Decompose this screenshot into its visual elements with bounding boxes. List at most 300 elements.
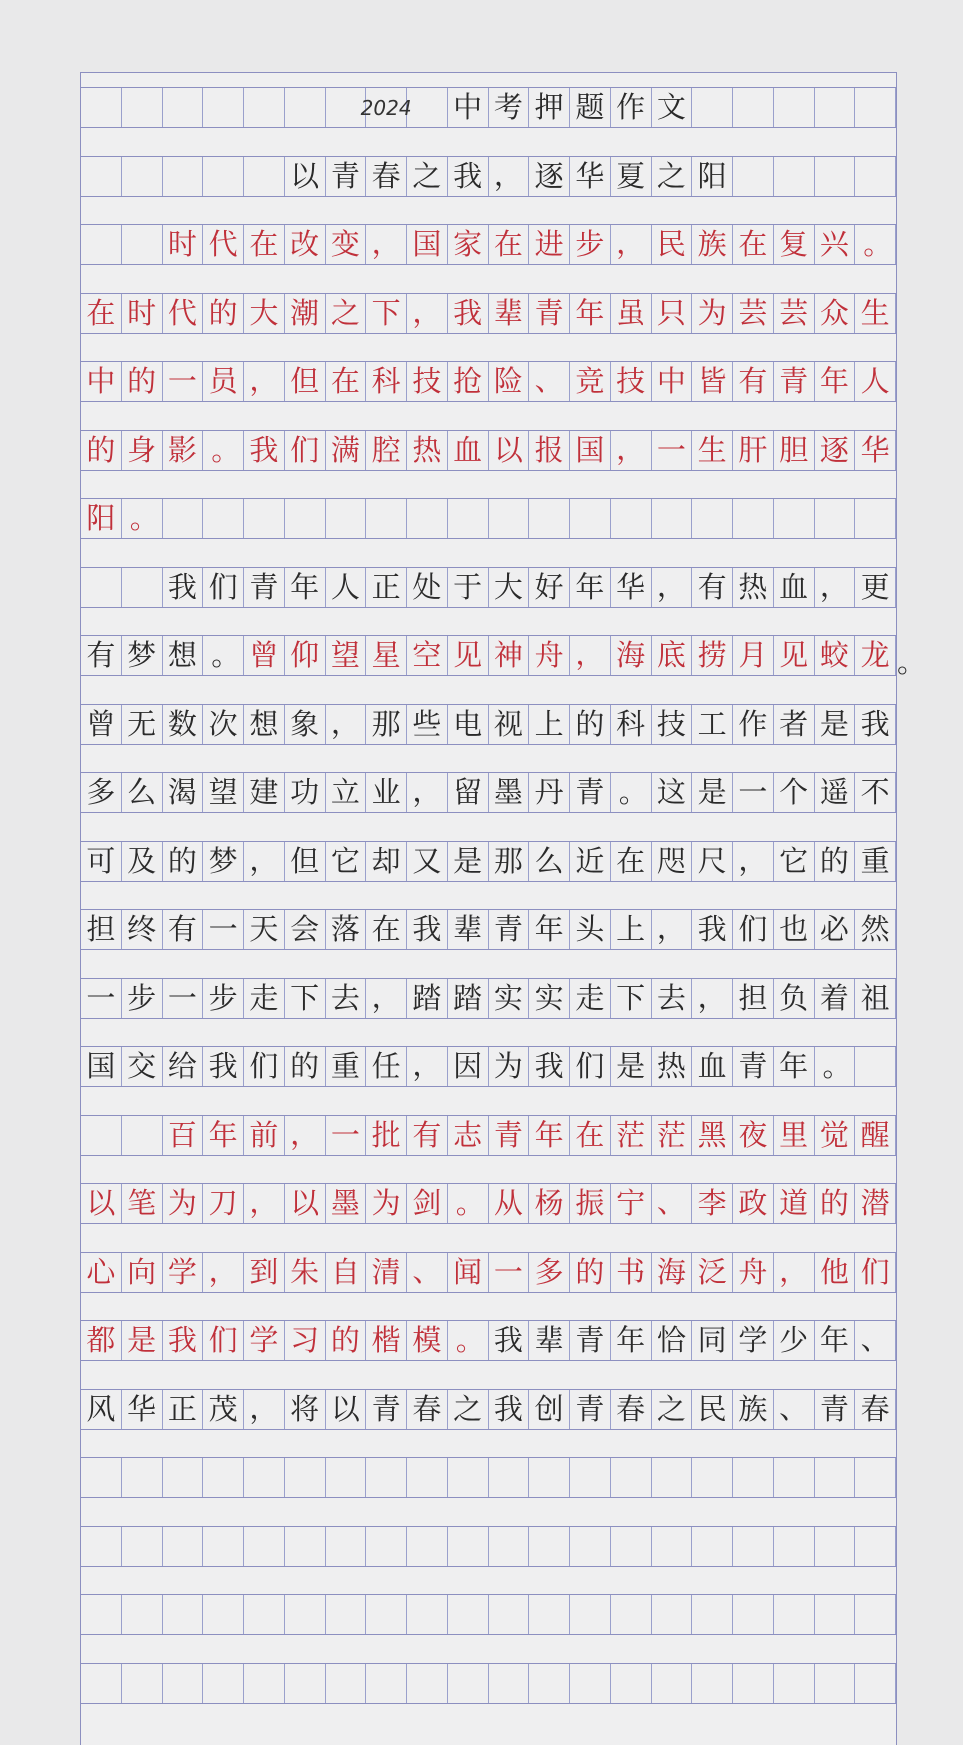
grid-cell: 自 — [326, 1253, 367, 1292]
grid-cell: 作 — [733, 705, 774, 744]
grid-cell: 那 — [489, 842, 530, 881]
grid-cell — [774, 157, 815, 196]
grid-cell: ， — [203, 1253, 244, 1292]
grid-cell — [285, 1458, 326, 1497]
grid-cell: 数 — [163, 705, 204, 744]
grid-cell: 中 — [652, 362, 693, 401]
grid-row — [81, 635, 896, 676]
grid-cell: 刀 — [203, 1184, 244, 1223]
grid-cell: 必 — [815, 910, 856, 949]
grid-cell: 望 — [326, 636, 367, 675]
grid-cell: 创 — [529, 1390, 570, 1429]
grid-cell — [855, 1664, 896, 1703]
grid-cell: 年 — [285, 568, 326, 607]
grid-cell — [489, 1527, 530, 1566]
grid-cell: 青 — [570, 773, 611, 812]
grid-cell: 技 — [407, 362, 448, 401]
grid-cell: 是 — [815, 705, 856, 744]
grid-cell — [81, 568, 122, 607]
grid-cell: 我 — [244, 431, 285, 470]
grid-cell — [774, 499, 815, 538]
grid-cell: 报 — [529, 431, 570, 470]
grid-cell: 风 — [81, 1390, 122, 1429]
grid-cell — [692, 1527, 733, 1566]
grid-cell — [611, 1595, 652, 1634]
grid-cell: 月 — [733, 636, 774, 675]
grid-cell — [285, 88, 326, 127]
grid-cell: 兴 — [815, 225, 856, 264]
grid-cell: 青 — [570, 1321, 611, 1360]
grid-cell — [529, 1458, 570, 1497]
grid-cell: 。 — [448, 1321, 489, 1360]
grid-cell — [285, 1595, 326, 1634]
grid-row — [81, 978, 896, 1019]
grid-cell: ， — [326, 705, 367, 744]
grid-cell: 华 — [855, 431, 896, 470]
grid-cell: 步 — [122, 979, 163, 1018]
grid-cell: 振 — [570, 1184, 611, 1223]
grid-cell — [489, 1458, 530, 1497]
grid-cell: ， — [489, 157, 530, 196]
grid-cell: 些 — [407, 705, 448, 744]
grid-cell: 无 — [122, 705, 163, 744]
grid-cell: 下 — [611, 979, 652, 1018]
grid-cell — [326, 499, 367, 538]
grid-cell — [163, 1458, 204, 1497]
grid-cell: 我 — [489, 1390, 530, 1429]
grid-cell — [692, 1595, 733, 1634]
grid-cell: 人 — [326, 568, 367, 607]
grid-cell: 年 — [611, 1321, 652, 1360]
grid-row — [81, 293, 896, 334]
grid-cell: ， — [570, 636, 611, 675]
grid-cell: 逐 — [815, 431, 856, 470]
grid-cell — [529, 1527, 570, 1566]
grid-cell: 李 — [692, 1184, 733, 1223]
grid-cell: 实 — [489, 979, 530, 1018]
grid-cell: 之 — [652, 157, 693, 196]
grid-cell: 工 — [692, 705, 733, 744]
grid-cell: 的 — [122, 362, 163, 401]
grid-cell: 象 — [285, 705, 326, 744]
grid-cell — [407, 88, 448, 127]
grid-cell: 学 — [733, 1321, 774, 1360]
grid-cell: 想 — [163, 636, 204, 675]
grid-cell: 立 — [326, 773, 367, 812]
grid-cell: 为 — [692, 294, 733, 333]
grid-cell: 年 — [529, 910, 570, 949]
grid-cell: 又 — [407, 842, 448, 881]
grid-row — [81, 87, 896, 128]
grid-cell: ， — [611, 431, 652, 470]
grid-cell: 都 — [81, 1321, 122, 1360]
grid-cell: 这 — [652, 773, 693, 812]
grid-cell — [611, 1458, 652, 1497]
grid-cell: 影 — [163, 431, 204, 470]
grid-row — [81, 1183, 896, 1224]
grid-cell: 年 — [774, 1047, 815, 1086]
grid-cell: 习 — [285, 1321, 326, 1360]
grid-cell: 天 — [244, 910, 285, 949]
grid-cell: 年 — [815, 1321, 856, 1360]
grid-cell: 有 — [733, 362, 774, 401]
grid-cell — [203, 157, 244, 196]
grid-cell: 辈 — [529, 1321, 570, 1360]
grid-row — [81, 909, 896, 950]
grid-cell: 们 — [203, 568, 244, 607]
grid-cell: 血 — [774, 568, 815, 607]
grid-cell — [407, 499, 448, 538]
grid-cell: 的 — [163, 842, 204, 881]
grid-cell — [692, 499, 733, 538]
grid-cell: ， — [774, 1253, 815, 1292]
grid-cell: 的 — [815, 842, 856, 881]
grid-cell: 心 — [81, 1253, 122, 1292]
grid-cell: 热 — [733, 568, 774, 607]
grid-cell: 一 — [163, 362, 204, 401]
grid-cell: 辈 — [489, 294, 530, 333]
grid-cell: 皆 — [692, 362, 733, 401]
title-year: 2024 — [366, 88, 407, 127]
grid-cell: 。 — [611, 773, 652, 812]
grid-cell: 阳 — [81, 499, 122, 538]
grid-cell — [611, 499, 652, 538]
grid-cell: 祖 — [855, 979, 896, 1018]
grid-cell: 建 — [244, 773, 285, 812]
grid-cell: 以 — [285, 1184, 326, 1223]
grid-cell: 们 — [244, 1047, 285, 1086]
grid-cell: 丹 — [529, 773, 570, 812]
grid-cell — [733, 499, 774, 538]
grid-cell: 空 — [407, 636, 448, 675]
grid-cell — [81, 1458, 122, 1497]
grid-cell: 之 — [407, 157, 448, 196]
grid-cell — [326, 1527, 367, 1566]
grid-cell — [407, 1458, 448, 1497]
grid-cell: 任 — [366, 1047, 407, 1086]
grid-cell: 于 — [448, 568, 489, 607]
grid-cell: 可 — [81, 842, 122, 881]
grid-cell — [244, 88, 285, 127]
grid-cell — [407, 1595, 448, 1634]
grid-cell — [203, 1664, 244, 1703]
grid-cell: 清 — [366, 1253, 407, 1292]
hanging-period: 。 — [897, 645, 927, 679]
grid-cell — [733, 1595, 774, 1634]
grid-cell — [489, 499, 530, 538]
grid-cell: 模 — [407, 1321, 448, 1360]
grid-cell — [203, 88, 244, 127]
grid-cell: 想 — [244, 705, 285, 744]
grid-cell: 他 — [815, 1253, 856, 1292]
grid-cell — [529, 1595, 570, 1634]
grid-cell — [122, 568, 163, 607]
grid-cell: 剑 — [407, 1184, 448, 1223]
grid-cell: 科 — [366, 362, 407, 401]
grid-cell — [855, 1527, 896, 1566]
grid-cell: 舟 — [529, 636, 570, 675]
grid-cell: 步 — [570, 225, 611, 264]
grid-cell: 走 — [570, 979, 611, 1018]
grid-cell: 踏 — [407, 979, 448, 1018]
grid-cell: 有 — [407, 1116, 448, 1155]
grid-cell — [570, 1527, 611, 1566]
grid-cell: 近 — [570, 842, 611, 881]
grid-cell: ， — [366, 225, 407, 264]
grid-cell — [163, 157, 204, 196]
grid-cell: 实 — [529, 979, 570, 1018]
grid-cell: 功 — [285, 773, 326, 812]
grid-cell: 夏 — [611, 157, 652, 196]
grid-cell: 年 — [203, 1116, 244, 1155]
grid-cell: 时 — [122, 294, 163, 333]
grid-row — [81, 1046, 896, 1087]
grid-cell: 学 — [163, 1253, 204, 1292]
grid-cell — [285, 1527, 326, 1566]
grid-cell: 肝 — [733, 431, 774, 470]
grid-cell: 海 — [652, 1253, 693, 1292]
grid-cell: 业 — [366, 773, 407, 812]
grid-cell: 政 — [733, 1184, 774, 1223]
grid-cell: 担 — [81, 910, 122, 949]
grid-cell — [774, 88, 815, 127]
grid-cell: 见 — [448, 636, 489, 675]
grid-cell: 道 — [774, 1184, 815, 1223]
grid-cell: 为 — [366, 1184, 407, 1223]
grid-cell: 是 — [122, 1321, 163, 1360]
grid-cell: 然 — [855, 910, 896, 949]
grid-cell: 负 — [774, 979, 815, 1018]
grid-row — [81, 1115, 896, 1156]
grid-cell — [815, 1595, 856, 1634]
grid-cell: 踏 — [448, 979, 489, 1018]
grid-cell: 学 — [244, 1321, 285, 1360]
grid-cell: 它 — [774, 842, 815, 881]
grid-cell — [448, 1595, 489, 1634]
grid-cell: 到 — [244, 1253, 285, 1292]
grid-cell: 梦 — [203, 842, 244, 881]
grid-cell: 青 — [244, 568, 285, 607]
grid-cell — [855, 499, 896, 538]
grid-cell: ， — [244, 1390, 285, 1429]
grid-cell: 有 — [692, 568, 733, 607]
grid-cell: 却 — [366, 842, 407, 881]
grid-cell — [733, 1664, 774, 1703]
grid-cell — [448, 1664, 489, 1703]
grid-cell — [163, 1664, 204, 1703]
grid-cell: 年 — [529, 1116, 570, 1155]
grid-cell: 题 — [570, 88, 611, 127]
grid-cell — [366, 1664, 407, 1703]
grid-cell: 海 — [611, 636, 652, 675]
grid-cell — [203, 1527, 244, 1566]
grid-cell: 舟 — [733, 1253, 774, 1292]
grid-cell: 只 — [652, 294, 693, 333]
grid-cell: 见 — [774, 636, 815, 675]
grid-cell: 族 — [692, 225, 733, 264]
grid-cell — [244, 1527, 285, 1566]
grid-cell: 家 — [448, 225, 489, 264]
grid-cell: 春 — [407, 1390, 448, 1429]
grid-cell — [611, 1527, 652, 1566]
grid-cell — [122, 88, 163, 127]
grid-cell: 大 — [244, 294, 285, 333]
grid-cell — [122, 225, 163, 264]
grid-cell: 青 — [326, 157, 367, 196]
grid-cell: 国 — [407, 225, 448, 264]
grid-cell: 泛 — [692, 1253, 733, 1292]
grid-cell: 留 — [448, 773, 489, 812]
grid-cell — [122, 1116, 163, 1155]
grid-cell — [489, 1595, 530, 1634]
grid-cell: 我 — [448, 157, 489, 196]
grid-cell: 担 — [733, 979, 774, 1018]
grid-cell: 杨 — [529, 1184, 570, 1223]
grid-cell: 。 — [122, 499, 163, 538]
grid-cell — [326, 1664, 367, 1703]
grid-cell: 的 — [570, 705, 611, 744]
grid-cell: 遥 — [815, 773, 856, 812]
grid-cell: 国 — [570, 431, 611, 470]
grid-cell: 底 — [652, 636, 693, 675]
grid-cell: 为 — [489, 1047, 530, 1086]
grid-cell: 茫 — [611, 1116, 652, 1155]
grid-cell: 在 — [570, 1116, 611, 1155]
grid-cell: 大 — [489, 568, 530, 607]
grid-cell: ， — [407, 1047, 448, 1086]
grid-cell — [815, 1527, 856, 1566]
grid-cell — [855, 88, 896, 127]
grid-cell: 黑 — [692, 1116, 733, 1155]
grid-cell: 将 — [285, 1390, 326, 1429]
grid-cell: 春 — [855, 1390, 896, 1429]
grid-cell — [81, 157, 122, 196]
grid-cell: 抢 — [448, 362, 489, 401]
grid-cell: 、 — [529, 362, 570, 401]
grid-cell: 在 — [611, 842, 652, 881]
grid-cell — [244, 157, 285, 196]
grid-cell: 青 — [774, 362, 815, 401]
grid-cell: 、 — [407, 1253, 448, 1292]
grid-cell: 书 — [611, 1253, 652, 1292]
grid-cell: 青 — [733, 1047, 774, 1086]
grid-cell: 青 — [815, 1390, 856, 1429]
grid-cell — [81, 88, 122, 127]
grid-cell — [855, 1047, 896, 1086]
grid-cell — [489, 1664, 530, 1703]
grid-cell: 朱 — [285, 1253, 326, 1292]
grid-cell: 国 — [81, 1047, 122, 1086]
grid-cell — [652, 1527, 693, 1566]
grid-cell: 复 — [774, 225, 815, 264]
grid-cell: 以 — [326, 1390, 367, 1429]
grid-cell: 逐 — [529, 157, 570, 196]
grid-cell: 前 — [244, 1116, 285, 1155]
grid-cell: 春 — [611, 1390, 652, 1429]
grid-cell — [815, 157, 856, 196]
grid-cell: ， — [815, 568, 856, 607]
grid-cell: 的 — [815, 1184, 856, 1223]
grid-cell: 们 — [855, 1253, 896, 1292]
grid-cell: 有 — [81, 636, 122, 675]
grid-cell — [163, 499, 204, 538]
grid-row — [81, 1526, 896, 1567]
grid-cell: ， — [733, 842, 774, 881]
grid-cell: 步 — [203, 979, 244, 1018]
grid-cell: 我 — [407, 910, 448, 949]
grid-cell: 从 — [489, 1184, 530, 1223]
grid-cell — [815, 1664, 856, 1703]
grid-cell: 的 — [203, 294, 244, 333]
grid-cell: 。 — [203, 431, 244, 470]
manuscript-grid-paper — [80, 72, 897, 1745]
grid-cell: 科 — [611, 705, 652, 744]
grid-cell: 之 — [448, 1390, 489, 1429]
grid-cell: 去 — [652, 979, 693, 1018]
grid-cell — [815, 1458, 856, 1497]
grid-cell: 恰 — [652, 1321, 693, 1360]
grid-cell: 技 — [611, 362, 652, 401]
grid-cell: 我 — [448, 294, 489, 333]
grid-row — [81, 841, 896, 882]
grid-cell: 下 — [285, 979, 326, 1018]
grid-cell: 茂 — [203, 1390, 244, 1429]
grid-cell: 辈 — [448, 910, 489, 949]
grid-cell — [163, 1595, 204, 1634]
grid-cell: 一 — [326, 1116, 367, 1155]
grid-cell: 年 — [815, 362, 856, 401]
grid-cell — [815, 499, 856, 538]
grid-cell: 以 — [81, 1184, 122, 1223]
grid-cell: 潮 — [285, 294, 326, 333]
grid-cell — [203, 499, 244, 538]
grid-cell: 曾 — [244, 636, 285, 675]
grid-cell: 的 — [81, 431, 122, 470]
grid-cell: 墨 — [326, 1184, 367, 1223]
grid-cell: 、 — [652, 1184, 693, 1223]
grid-cell: 楷 — [366, 1321, 407, 1360]
grid-cell: 电 — [448, 705, 489, 744]
grid-cell — [448, 1527, 489, 1566]
grid-cell: 重 — [855, 842, 896, 881]
grid-row — [81, 156, 896, 197]
grid-cell: 热 — [407, 431, 448, 470]
grid-cell — [570, 1458, 611, 1497]
grid-cell: 更 — [855, 568, 896, 607]
grid-cell: 么 — [529, 842, 570, 881]
grid-row — [81, 498, 896, 539]
grid-cell: 里 — [774, 1116, 815, 1155]
grid-cell: 交 — [122, 1047, 163, 1086]
grid-cell: 仰 — [285, 636, 326, 675]
grid-cell — [570, 1595, 611, 1634]
grid-cell: 热 — [652, 1047, 693, 1086]
grid-cell: 进 — [529, 225, 570, 264]
grid-cell: 在 — [244, 225, 285, 264]
grid-cell: 一 — [733, 773, 774, 812]
grid-cell: 之 — [652, 1390, 693, 1429]
grid-cell: 腔 — [366, 431, 407, 470]
grid-cell: 在 — [489, 225, 530, 264]
grid-cell: 墨 — [489, 773, 530, 812]
grid-cell: 尺 — [692, 842, 733, 881]
grid-cell: 华 — [122, 1390, 163, 1429]
grid-cell: 么 — [122, 773, 163, 812]
grid-cell — [652, 1595, 693, 1634]
grid-cell: 上 — [611, 910, 652, 949]
grid-cell — [733, 157, 774, 196]
grid-cell: 梦 — [122, 636, 163, 675]
